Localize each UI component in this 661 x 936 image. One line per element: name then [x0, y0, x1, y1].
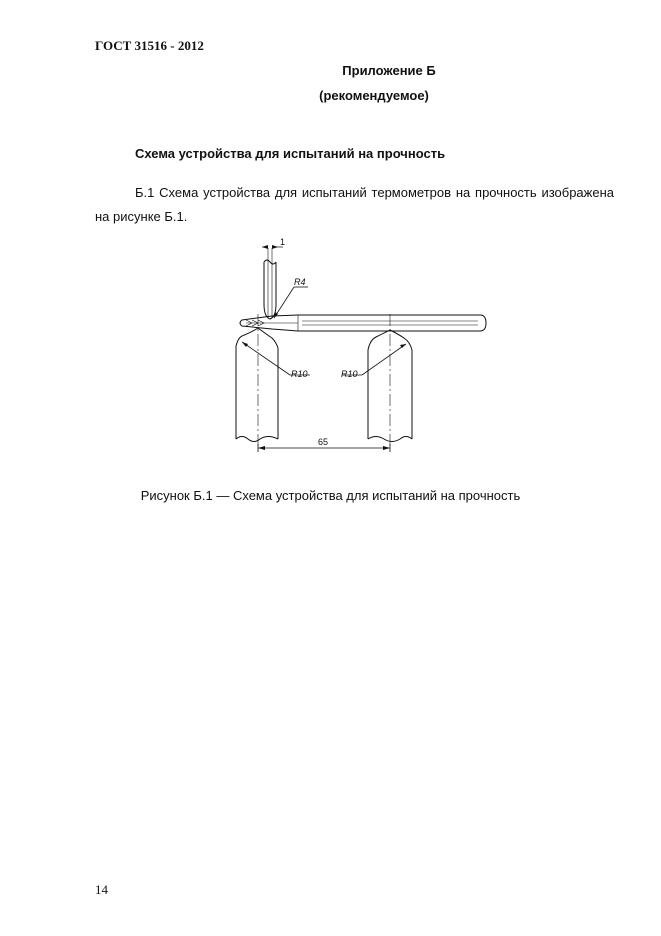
page-number: 14	[95, 882, 108, 897]
thermometer	[240, 315, 486, 331]
dim-r10-left-label: R10	[291, 369, 308, 379]
left-support	[236, 314, 310, 449]
annex-status: (рекомендуемое)	[319, 88, 429, 103]
dim-span-label: 65	[318, 437, 329, 447]
body-paragraph: Б.1 Схема устройства для испытаний термометров на прочность изображена на рисунке Б.1.	[95, 185, 614, 224]
dim-r4-label: R4	[294, 277, 306, 287]
dim-thickness-label: 1	[280, 237, 286, 247]
section-title: Схема устройства для испытаний на прочность	[135, 146, 446, 161]
right-support	[342, 314, 412, 449]
annex-heading: Приложение Б	[342, 63, 436, 78]
press-rod	[264, 248, 276, 319]
test-device-figure	[228, 234, 493, 456]
standard-code: ГОСТ 31516 - 2012	[95, 38, 204, 53]
figure-caption: Рисунок Б.1 — Схема устройства для испытаний на прочность	[140, 488, 521, 503]
dim-r10-right-label: R10	[341, 369, 358, 379]
